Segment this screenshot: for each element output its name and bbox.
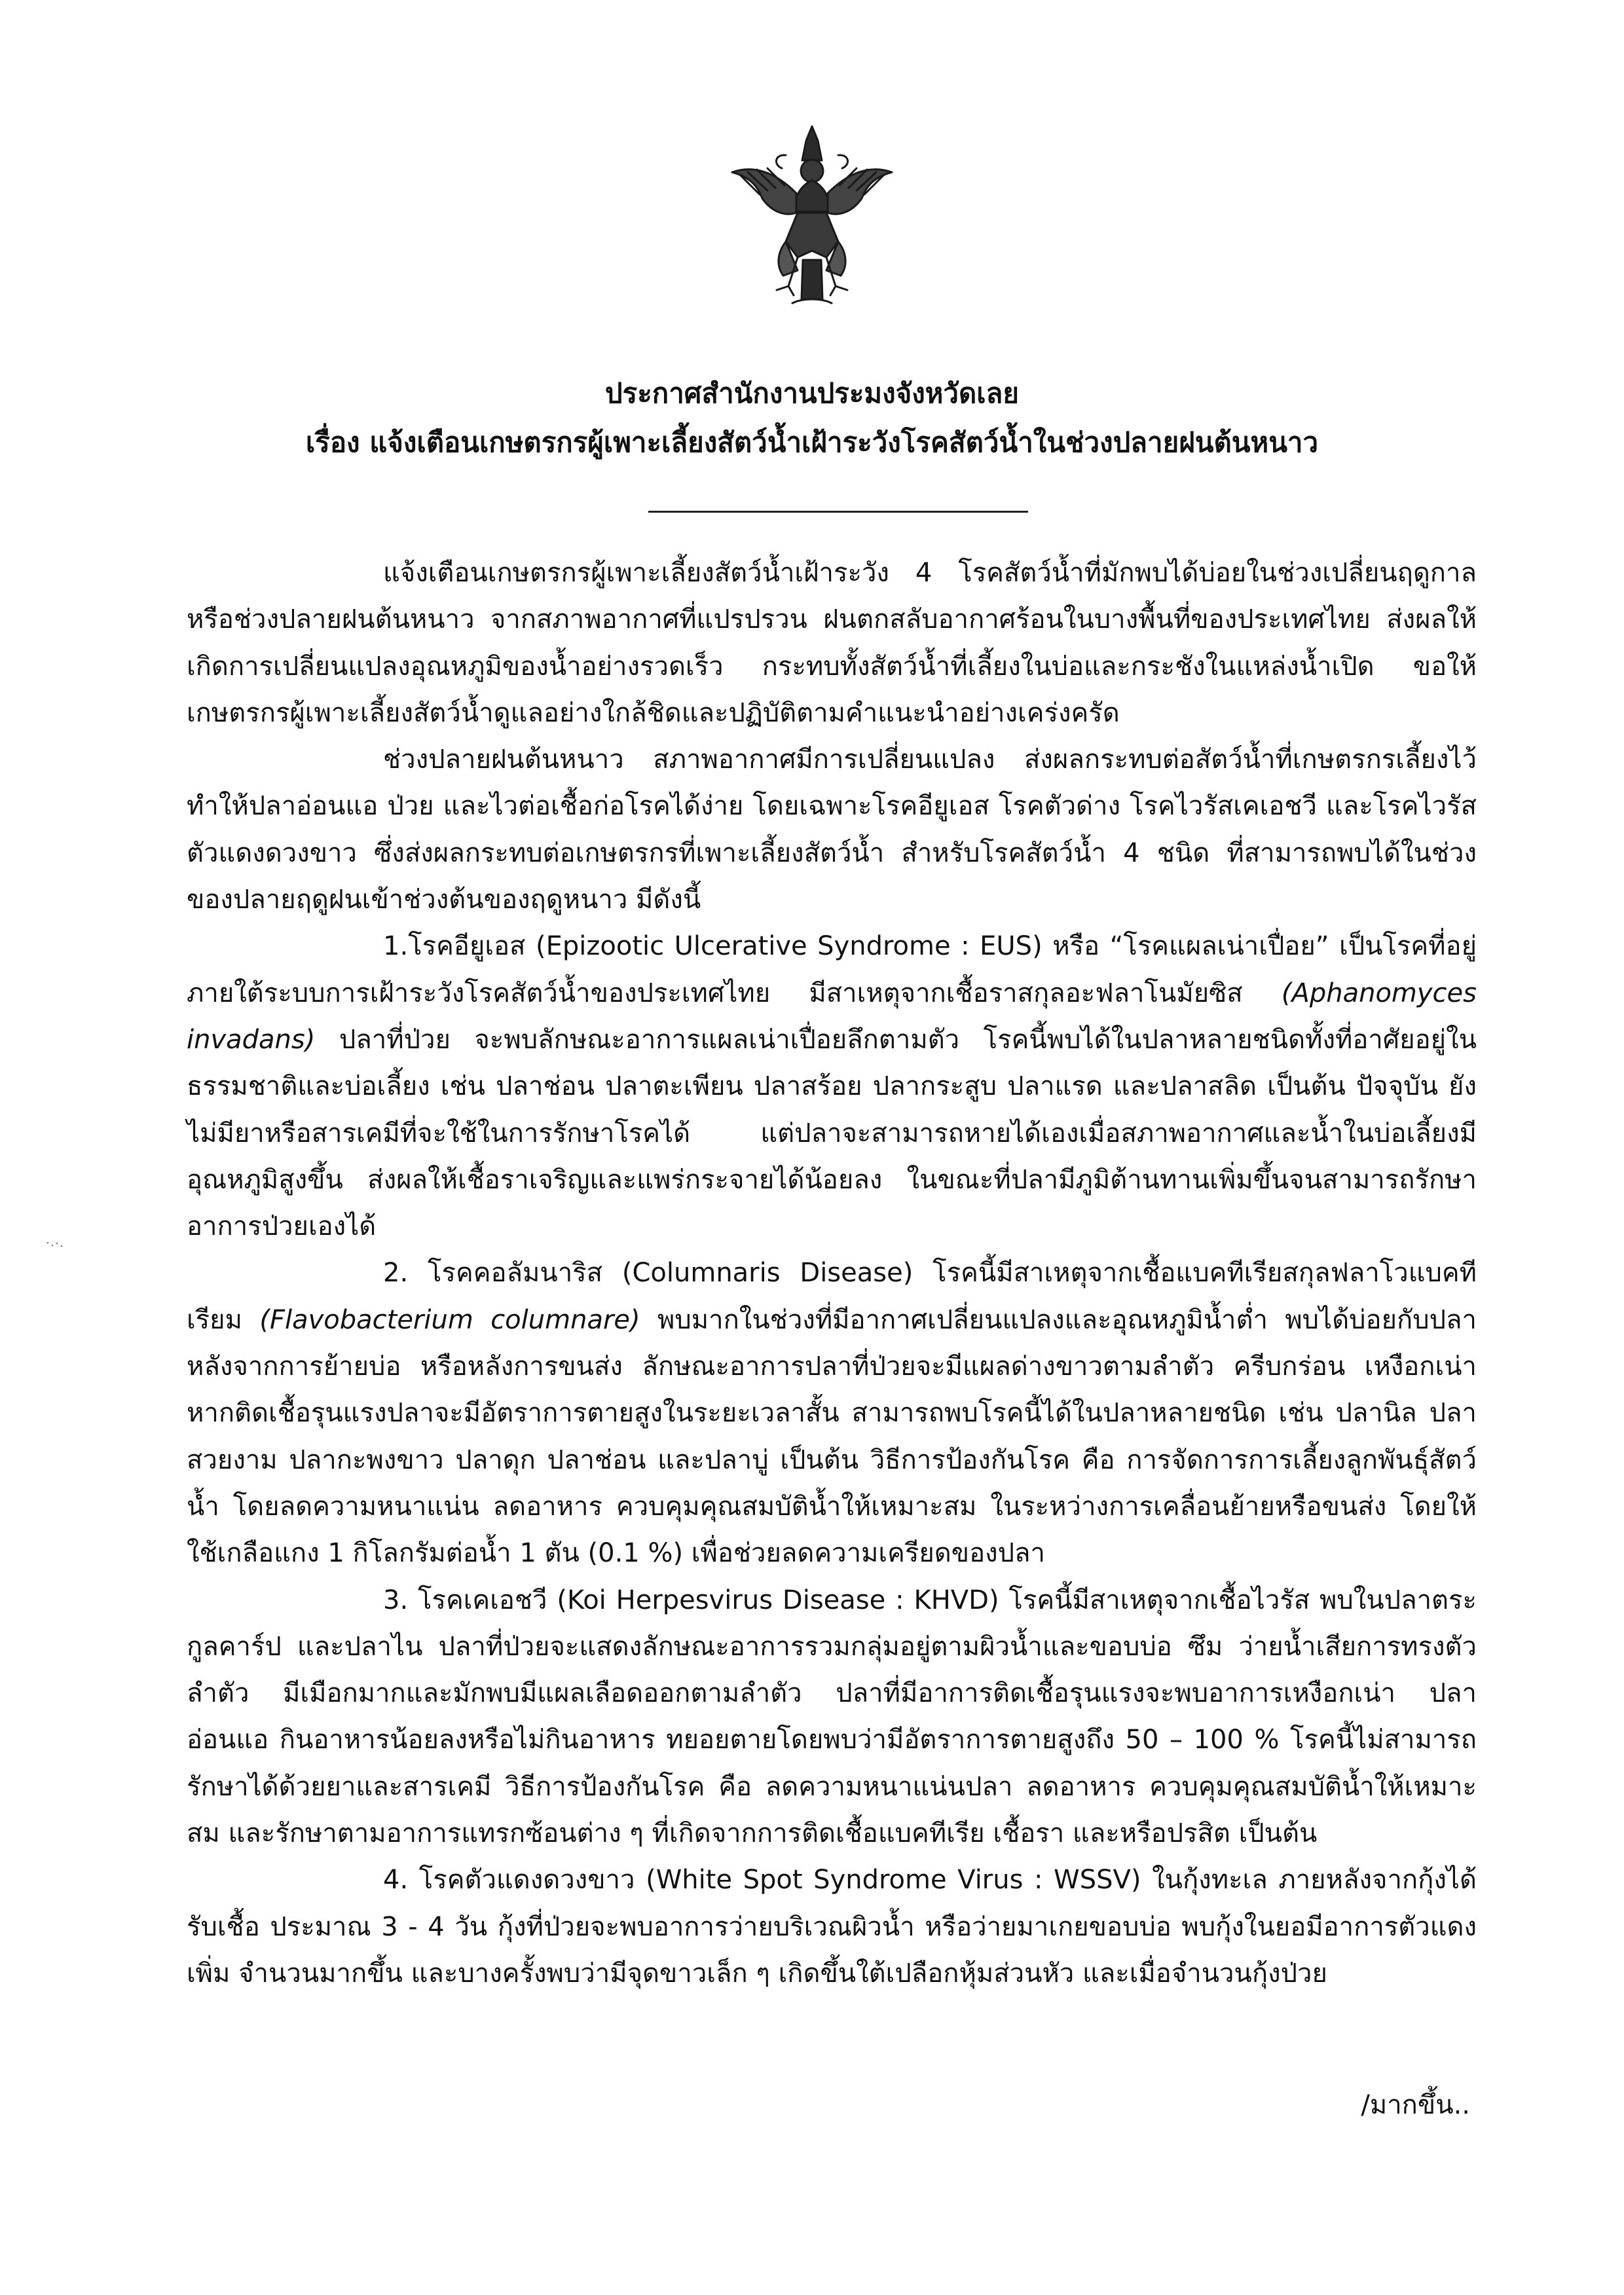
document-body bbox=[187, 550, 1477, 1997]
announcement-title: ประกาศสำนักงานประมงจังหวัดเลย bbox=[605, 377, 1019, 409]
disease-1-eus-paragraph: 1.โรคอียูเอส (Epizootic Ulcerative Syndrome : EUS) หรือ “โรคแผลเน่าเปื่อย” เป็นโรคที่อยู่ภายใต้ระบบการเฝ้าระวังโรคสัตว์น้ำของประเทศไทย มีสาเหตุจากเชื้อราสกุลอะฟลาโนมัยซิส (Aphanomyces invadans) ปลาที่ป่วย จะพบลักษณะอาการแผลเน่าเปื่อยลึกตามตัว โรคนี้พบได้ในปลาหลายชนิดทั้งที่อาศัยอยู่ในธรรมชาติและบ่อเลี้ยง เช่น ปลาช่อน ปลาตะเพียน ปลาสร้อย ปลากระสูบ ปลาแรด และปลาสลิด เป็นต้น ปัจจุบัน ยังไม่มียาหรือสารเคมีที่จะใช้ในการรักษาโรคได้ แต่ปลาจะสามารถหายได้เองเมื่อสภาพอากาศและน้ำในบ่อเลี้ยงมีอุณหภูมิสูงขึ้น ส่งผลให้เชื้อราเจริญและแพร่กระจายได้น้อยลง ในขณะที่ปลามีภูมิต้านทานเพิ่มขึ้นจนสามารถรักษาอาการป่วยเองได้ bbox=[187, 931, 1477, 1242]
garuda-emblem-icon bbox=[720, 115, 904, 311]
scan-specks bbox=[46, 1238, 65, 1251]
disease-4-wssv-paragraph: 4. โรคตัวแดงดวงขาว (White Spot Syndrome Virus : WSSV) ในกุ้งทะเล ภายหลังจากกุ้งได้รับเชื้อ ประมาณ 3 - 4 วัน กุ้งที่ป่วยจะพบอาการว่ายบริเวณผิวน้ำ หรือว่ายมาเกยขอบบ่อ พบกุ้งในยอมีอาการตัวแดงเพิ่ม จำนวนมากขึ้น และบางครั้งพบว่ามีจุดขาวเล็ก ๆ เกิดขึ้นใต้เปลือกหุ้มส่วนหัว และเมื่อจำนวนกุ้งป่วย bbox=[187, 1865, 1477, 1989]
pathogen-name: (Aphanomyces invadans) bbox=[187, 978, 1477, 1055]
continuation-marker: /มากขึ้น.. bbox=[1361, 2090, 1470, 2120]
intro-paragraph: แจ้งเตือนเกษตรกรผู้เพาะเลี้ยงสัตว์น้ำเฝ้าระวัง 4 โรคสัตว์น้ำที่มักพบได้บ่อยในช่วงเปลี่ยนฤดูกาล หรือช่วงปลายฝนต้นหนาว จากสภาพอากาศที่แปรปรวน ฝนตกสลับอากาศร้อนในบางพื้นที่ของประเทศไทย ส่งผลให้เกิดการเปลี่ยนแปลงอุณหภูมิของน้ำอย่างรวดเร็ว กระทบทั้งสัตว์น้ำที่เลี้ยงในบ่อและกระชังในแหล่งน้ำเปิด ขอให้เกษตรกรผู้เพาะเลี้ยงสัตว์น้ำดูแลอย่างใกล้ชิดและปฏิบัติตามคำแนะนำอย่างเคร่งครัด bbox=[187, 558, 1477, 728]
disease-3-khvd-paragraph: 3. โรคเคเอชวี (Koi Herpesvirus Disease : KHVD) โรคนี้มีสาเหตุจากเชื้อไวรัส พบในปลาตระกูลคาร์ป และปลาไน ปลาที่ป่วยจะแสดงลักษณะอาการรวมกลุ่มอยู่ตามผิวน้ำและขอบบ่อ ซึม ว่ายน้ำเสียการทรงตัว ลำตัว มีเมือกมากและมักพบมีแผลเลือดออกตามลำตัว ปลาที่มีอาการติดเชื้อรุนแรงจะพบอาการเหงือกเน่า ปลาอ่อนแอ กินอาหารน้อยลงหรือไม่กินอาหาร ทยอยตายโดยพบว่ามีอัตราการตายสูงถึง 50 – 100 % โรคนี้ไม่สามารถรักษาได้ด้วยยาและสารเคมี วิธีการป้องกันโรค คือ ลดความหนาแน่นปลา ลดอาหาร ควบคุมคุณสมบัติน้ำให้เหมาะสม และรักษาตามอาการแทรกซ้อนต่าง ๆ ที่เกิดจากการติดเชื้อแบคทีเรีย เชื้อรา และหรือปรสิต เป็นต้น bbox=[187, 1585, 1477, 1849]
title-divider bbox=[648, 511, 1028, 513]
subject-line: เรื่อง แจ้งเตือนเกษตรกรผู้เพาะเลี้ยงสัตว์น้ำเฝ้าระวังโรคสัตว์น้ำในช่วงปลายฝนต้นหนาว bbox=[305, 426, 1319, 458]
pathogen-name: (Flavobacterium columnare) bbox=[259, 1304, 640, 1335]
overview-paragraph: ช่วงปลายฝนต้นหนาว สภาพอากาศมีการเปลี่ยนแปลง ส่งผลกระทบต่อสัตว์น้ำที่เกษตรกรเลี้ยงไว้ ทำให้ปลาอ่อนแอ ป่วย และไวต่อเชื้อก่อโรคได้ง่าย โดยเฉพาะโรคอียูเอส โรคตัวด่าง โรคไวรัสเคเอชวี และโรคไวรัสตัวแดงดวงขาว ซึ่งส่งผลกระทบต่อเกษตรกรที่เพาะเลี้ยงสัตว์น้ำ สำหรับโรคสัตว์น้ำ 4 ชนิด ที่สามารถพบได้ในช่วงของปลายฤดูฝนเข้าช่วงต้นของฤดูหนาว มีดังนี้ bbox=[187, 744, 1477, 915]
disease-2-columnaris-paragraph: 2. โรคคอลัมนาริส (Columnaris Disease) โรคนี้มีสาเหตุจากเชื้อแบคทีเรียสกุลฟลาโวแบคทีเรียม (Flavobacterium columnare) พบมากในช่วงที่มีอากาศเปลี่ยนแปลงและอุณหภูมิน้ำต่ำ พบได้บ่อยกับปลา หลังจากการย้ายบ่อ หรือหลังการขนส่ง ลักษณะอาการปลาที่ป่วยจะมีแผลด่างขาวตามลำตัว ครีบกร่อน เหงือกเน่า หากติดเชื้อรุนแรงปลาจะมีอัตราการตายสูงในระยะเวลาสั้น สามารถพบโรคนี้ได้ในปลาหลายชนิด เช่น ปลานิล ปลาสวยงาม ปลากะพงขาว ปลาดุก ปลาช่อน และปลาบู่ เป็นต้น วิธีการป้องกันโรค คือ การจัดการการเลี้ยงลูกพันธุ์สัตว์น้ำ โดยลดความหนาแน่น ลดอาหาร ควบคุมคุณสมบัติน้ำให้เหมาะสม ในระหว่างการเคลื่อนย้ายหรือขนส่ง โดยให้ใช้เกลือแกง 1 กิโลกรัมต่อน้ำ 1 ตัน (0.1 %) เพื่อช่วยลดความเครียดของปลา bbox=[187, 1258, 1477, 1569]
